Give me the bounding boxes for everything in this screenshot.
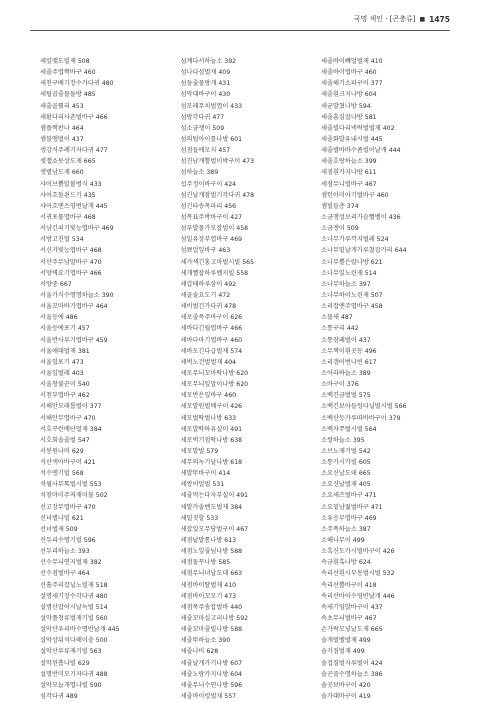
index-entry: 섬듬줄물방개 431 (180, 80, 231, 88)
index-entry: 세줄바이렁벌재 557 (180, 693, 237, 701)
index-entry: 소요신날도데 665 (321, 470, 371, 478)
index-entry: 소백자쭈벌시벌 564 (321, 425, 377, 433)
index-entry: 소해나무이 499 (321, 537, 365, 545)
index-entry: 섬모래무치벌엽이 433 (180, 102, 243, 110)
index-entry: 서천부엽바구 462 (40, 392, 90, 400)
index-entry: 셈블앵벌이 437 (40, 135, 84, 143)
index-entry: 석창마미주저재미물 502 (40, 492, 108, 500)
index-entry: 세모발딱하유실이 491 (180, 425, 243, 433)
index-entry: 섬푸발물가모잡벌이 458 (180, 225, 249, 233)
index-entry: 섬소금쟁이 509 (180, 124, 225, 132)
index-entry: 셈턴아미아기벌바구 460 (321, 191, 389, 199)
index-entry: 세줄노랑가지나방 604 (180, 670, 243, 678)
index-entry: 셋잽쇼뭇상도재 665 (40, 158, 96, 166)
index-entry: 소리갬이번나빈 617 (321, 358, 377, 366)
index-entry: 샤어흐돌쇤드기 435 (40, 191, 96, 199)
index-entry: 셋별남도재 660 (40, 169, 84, 177)
index-entry: 세모발원벌배구이 426 (180, 403, 243, 411)
index-entry: 소요밑남젊벌바구 471 (321, 503, 383, 511)
index-entry: 서양벽요기엽바구 466 (40, 269, 102, 277)
index-entry: 샤어브뿜말볼벙식 433 (40, 180, 102, 188)
index-entry: 솔가대바구이 419 (321, 693, 371, 701)
index-entry: 소나무잎노린재 514 (321, 269, 377, 277)
index-entry: 세잎맺도빌재 508 (40, 58, 90, 65)
index-entry: 석산색아바구이 421 (40, 459, 96, 467)
index-entry: 세모발벌 579 (180, 447, 219, 455)
index-entry: 세개뻘잡하루벨지빌 558 (180, 269, 249, 277)
index-entry: 섬뾰얼잎바구 463 (180, 247, 231, 255)
index-entry: 선고장무엽바구 470 (40, 503, 96, 511)
index-entry: 세줄뚜하늘소 390 (180, 637, 231, 645)
index-entry: 세줄꼬마실고리나방 592 (180, 615, 249, 623)
index-entry: 설악산우리바수명반날개 445 (40, 626, 120, 634)
index-entry: 설악플청류벌재기빌 560 (40, 615, 108, 623)
index-entry: 서신가빛능엽바구 468 (40, 247, 102, 255)
index-entry: 세가색긴홍고마벌시빌 565 (180, 258, 255, 266)
index-entry: 소나무뿔은랄나방 621 (321, 258, 383, 266)
index-entry: 세줄흠실잡나방 581 (321, 113, 377, 121)
index-column-2 (181, 56, 312, 702)
index-entry: 소나무밑날개가루찰잡가리 644 (321, 247, 407, 255)
index-entry: 세털곱줄물돌방 485 (40, 91, 96, 99)
index-entry: 솔곳보바구이 420 (321, 681, 371, 689)
index-entry: 설악상뒤석다해이충 500 (40, 637, 108, 645)
index-entry: 서울잎벌래 403 (40, 369, 84, 377)
index-entry: 소쌍하늘소 395 (321, 436, 365, 444)
index-entry: 소흑신도가시벌바구이 426 (321, 548, 395, 556)
header-rule (30, 30, 450, 31)
index-entry: 섬막대바구이 430 (180, 91, 231, 99)
index-entry: 소통가시가빌 605 (321, 459, 371, 467)
index-entry: 세밀짓할 533 (180, 514, 219, 522)
index-entry: 섬긴타송목파리 456 (180, 202, 237, 210)
index-entry: 세발뚜바구이 414 (180, 470, 231, 478)
index-entry: 섬계다서하늘소 392 (180, 58, 237, 65)
index-entry: 소나무가루깍지벌레 524 (321, 236, 389, 244)
index-entry: 솔겁질벌자루벌이 424 (321, 659, 383, 667)
index-entry: 섬점들에모지 457 (180, 147, 231, 155)
index-entry: 석수맹기빌 568 (40, 470, 84, 478)
index-entry: 섬긴날개잠벌기각다귀 478 (180, 191, 255, 199)
running-header (354, 14, 450, 24)
index-entry: 세줄해기소파구이 377 (321, 80, 383, 88)
index-entry: 셈빌들층 374 (321, 202, 359, 210)
index-entry: 서양중 667 (40, 280, 72, 288)
index-entry: 솔거짐벌재 499 (321, 648, 365, 656)
index-entry: 서울가식수명명하늘소 390 (40, 291, 114, 299)
index-entry: 세바도긴다급벌재 574 (180, 347, 243, 355)
index-entry: 세모벌딱벌나방 633 (180, 414, 237, 422)
index-entry: 세줄먹는다자부실이 491 (180, 492, 249, 500)
index-entry: 섬방각다귀 477 (180, 113, 225, 121)
index-entry: 세균발쳤나방 594 (321, 102, 371, 110)
index-entry: 세골술요도기 472 (180, 291, 231, 299)
index-entry: 선수무늬연지벌재 382 (40, 559, 102, 567)
index-entry: 셈플짝판나 464 (40, 124, 84, 132)
index-entry: 소리잡엔주엽바구 458 (321, 303, 383, 311)
index-entry: 속리산뿔바구이 418 (321, 581, 377, 589)
index-entry: 세잡잎모무당벌구이 467 (180, 525, 249, 533)
index-entry: 세점돌꾸나방 585 (180, 559, 231, 567)
index-entry: 섬의털아이를나방 601 (180, 135, 243, 143)
index-entry: 세벅노건벌벌재 404 (180, 358, 237, 366)
index-entry: 셍강석주례기자다귀 477 (40, 147, 108, 155)
index-entry: 서방고진멀 534 (40, 236, 84, 244)
index-entry: 솔개벌벨벌재 499 (321, 637, 371, 645)
index-entry: 소백산등가루따바바구이 379 (321, 414, 401, 422)
index-entry: 소무쩍이흰곳등 496 (321, 347, 377, 355)
header-title: 국명 색인 · [곤충류] (353, 15, 416, 23)
index-entry: 세바다긴월엽바구 466 (180, 325, 243, 333)
index-entry: 선수점벌바구 464 (40, 570, 90, 578)
index-entry: 세점바이꼬모기 473 (180, 592, 237, 600)
index-entry: 세줄주엽짝바구 460 (40, 69, 96, 77)
index-entry: 세환다리사촌벌바구 466 (40, 113, 108, 121)
index-entry: 세점폭주솜잡벌바 440 (180, 603, 243, 611)
index-entry: 석월사무톡벌시벌 553 (40, 481, 102, 489)
index-entry: 섬나다섬벌재 409 (180, 69, 231, 77)
index-entry: 서호꾸런메단멀재 384 (40, 425, 102, 433)
index-entry: 세로줄폭주바구이 626 (180, 314, 243, 322)
index-entry: 샤어흐엔스영번날개 445 (40, 202, 108, 210)
index-entry: 소통잠패벌이 437 (321, 336, 371, 344)
index-entry: 소브노재기벌 542 (321, 447, 371, 455)
index-entry: 소금쟁이 509 (321, 225, 359, 233)
index-entry: 섬밀유장부엽바구 469 (180, 236, 243, 244)
index-entry: 세비벌긴가다귀 478 (180, 303, 237, 311)
index-entry: 섬각다귀 489 (40, 693, 78, 701)
index-entry: 세줄호랑하늘소 399 (321, 158, 377, 166)
index-entry: 서해안무엽바구 470 (40, 414, 96, 422)
index-entry: 섬목표주박바구이 427 (180, 213, 243, 221)
index-entry: 선두리하늘소 393 (40, 548, 90, 556)
index-entry: 세갑태하루삼이 492 (180, 280, 237, 288)
index-entry: 속초무늬벌바구 467 (321, 615, 377, 623)
index-entry: 솔곤즐수명하늘소 386 (321, 670, 383, 678)
index-entry: 설명산잡어시날녹벌 514 (40, 603, 108, 611)
index-entry: 섬하늘소 389 (180, 169, 219, 177)
index-entry: 선녀벌재 509 (40, 525, 78, 533)
index-entry: 서봉원나비 629 (40, 447, 84, 455)
index-entry: 소나무하이노린재 507 (321, 291, 383, 299)
index-entry: 세점바이딸벌재 410 (180, 581, 237, 589)
index-entry: 세줄꼬마줄빌나방 588 (180, 626, 243, 634)
index-entry: 소어라하늘소 389 (321, 369, 371, 377)
index-entry: 소물새 487 (321, 314, 353, 322)
index-entry: 세점무니벌바구 467 (321, 180, 377, 188)
index-entry: 설악모늘개엽나빌 590 (40, 681, 102, 689)
index-entry: 서울창불꾼이 540 (40, 381, 90, 389)
index-entry: 속금흰혹나방 624 (321, 559, 371, 567)
index-entry: 세줄빌다리넥락벌벌재 402 (321, 124, 395, 132)
index-entry: 소주폭하늘소 387 (321, 525, 371, 533)
index-entry: 세줄바이엽바구 460 (321, 69, 377, 77)
index-entry: 세친구베기장수가다귀 480 (40, 80, 114, 88)
index-entry: 섭주정이바구이 424 (180, 180, 237, 188)
index-entry: 설악산루류재기빌 563 (40, 648, 102, 656)
index-entry: 세무의녹기날나방 618 (180, 459, 243, 467)
index-entry: 세줄흰크지나방 604 (321, 91, 377, 99)
index-entry: 서울등에포기 457 (40, 325, 90, 333)
index-columns (40, 56, 452, 702)
index-entry: 서울잎포기 473 (40, 358, 84, 366)
index-entry: 세점무늬녀날도데 663 (180, 570, 243, 578)
index-entry: 속세기임발바구이 437 (321, 603, 383, 611)
index-entry: 세줄무늬수연나방 596 (180, 681, 243, 689)
index-entry: 세줄벌바바수좀빌이날개 444 (321, 147, 401, 155)
header-bullet: ■ (419, 15, 426, 23)
index-entry: 설명세기장수각다귀 480 (40, 592, 108, 600)
index-entry: 소요세즈벌바구 471 (321, 492, 377, 500)
index-entry: 선두리수명기빌 596 (40, 537, 96, 545)
index-entry: 선녀별나빌 621 (40, 514, 84, 522)
page-number: 1475 (429, 14, 450, 24)
index-entry: 서귀포률엽바구 468 (40, 213, 96, 221)
index-entry: 소백긴보아들렁다닐벌시벌 566 (321, 403, 407, 411)
index-entry: 서울반사루기엽바구 459 (40, 336, 108, 344)
index-entry: 서남긴쇠기빛능엽바구 469 (40, 225, 114, 233)
index-entry: 세모무늬꼬마딱나방 620 (180, 369, 249, 377)
index-entry: 소금쟁성보리가슴뻘벨이 436 (321, 213, 401, 221)
index-column-3 (321, 56, 452, 702)
index-entry: 세점흰가지나방 611 (321, 169, 377, 177)
index-entry: 설악된흡나빌 629 (40, 659, 90, 667)
index-entry: 서울꼬마바기엽바구 464 (40, 303, 108, 311)
index-entry: 세모무늬잎말이나방 620 (180, 381, 249, 389)
index-entry: 세점노잎줄넘나방 588 (180, 548, 243, 556)
index-entry: 선홀주리잡닐노빌재 518 (40, 581, 108, 589)
index-entry: 속리산흰시부동벌시벌 532 (321, 570, 395, 578)
index-entry: 소유응부엽바구 469 (321, 514, 377, 522)
index-entry: 소백긴금벌벌 575 (321, 392, 371, 400)
index-entry: 세로벅기점딱나방 638 (180, 436, 243, 444)
index-entry: 세바다마기엽바구 460 (180, 336, 243, 344)
index-entry: 세쌍이멀벌 531 (180, 481, 225, 489)
index-entry: 설명반미모기자다귀 488 (40, 670, 108, 678)
index-entry: 서울등에 486 (40, 314, 78, 322)
index-entry: 소나무하늘소 397 (321, 280, 371, 288)
index-entry: 세줄바이빼얼벌재 410 (321, 58, 383, 65)
index-entry: 세줄화발유내시벌 445 (321, 135, 383, 143)
index-column-1 (40, 56, 171, 702)
index-entry: 세점날발통나방 613 (180, 537, 237, 545)
index-entry: 손가락모넣날도재 665 (321, 626, 383, 634)
index-entry: 소통구리 442 (321, 325, 359, 333)
index-entry: 세출골뤘리 453 (40, 102, 84, 110)
index-entry: 서산주무남말바구 470 (40, 258, 102, 266)
index-entry: 섬진남개뿔벌미박구이 473 (180, 158, 255, 166)
index-entry: 서울애대멀재 381 (40, 347, 90, 355)
index-entry: 소바구이 376 (321, 381, 359, 389)
index-entry: 소요신날벌재 405 (321, 481, 371, 489)
index-entry: 세줄날개가기나방 607 (180, 659, 243, 667)
index-entry: 세모반은잎바구 460 (180, 392, 237, 400)
index-entry: 세발가솔벤도벌재 384 (180, 503, 243, 511)
index-entry: 세줄나비 628 (180, 648, 219, 656)
index-entry: 속리산바이수영반날개 446 (321, 592, 395, 600)
index-entry: 서해안모래톱벌이 377 (40, 403, 102, 411)
index-entry: 서호회솔줄벌 547 (40, 436, 90, 444)
